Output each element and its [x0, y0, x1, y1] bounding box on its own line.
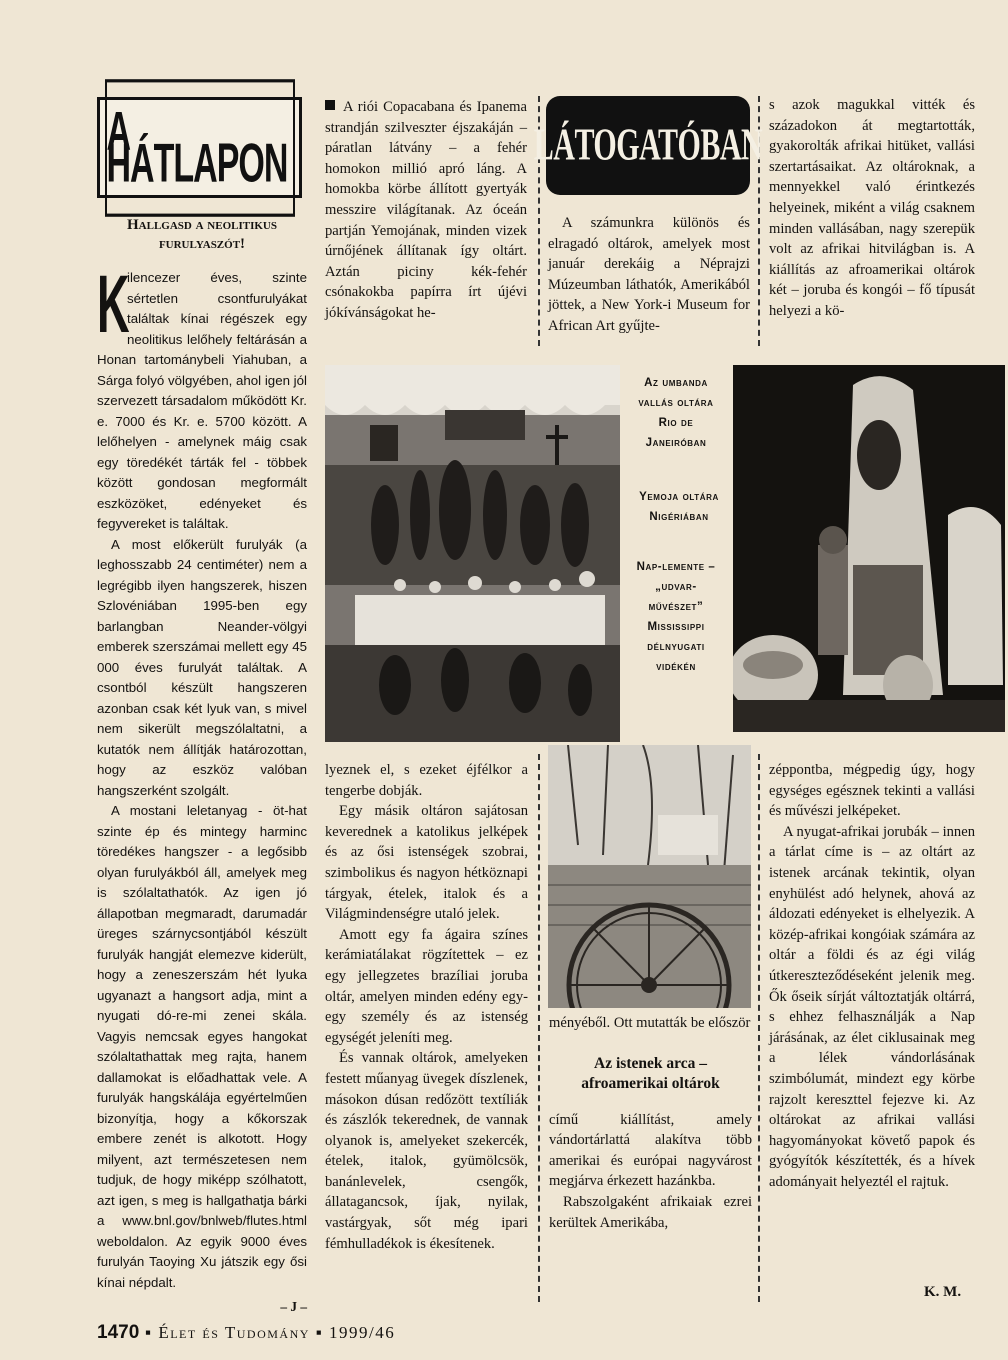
photo-umbanda-altar [325, 365, 622, 742]
sidebar-paragraph: K ilencezer éves, szinte sértetlen csontfurulyákat találtak kínai régészek egy neolitikus lelőhely feltárásán a Honan tartománybeli Yiahuban, a Sárga folyó völgyében, ahol igen jól szervezett társadalom működött Kr. e. 7000 és Kr. e. 5700 között. A lelőhelyen - amelynek máig csak egy töredékét tárták fel - többek között gondosan megformált eszközöket, edényeket és fegyvereket is találtak. [97, 259, 307, 531]
sidebar-signature: – J – [280, 1299, 307, 1314]
column-2-bottom [325, 760, 528, 1254]
paragraph: Egy másik oltáron sajátosan keverednek a katolikus jelképek és az ősi istenségek szobrai, szimbolikus és nagyon hétköznapi tárgyak, ételek, italok és a Világmindenségre utaló jelek. [325, 803, 528, 923]
journal-name: Élet és Tudomány [158, 1323, 310, 1342]
section-kicker [533, 96, 763, 195]
photo-mississippi-yard-art [548, 745, 751, 1008]
photo-yemoja-altar [733, 365, 1005, 732]
caption-yemoja: Yemoja oltára Nigériában [639, 491, 719, 523]
caption-mississippi: Nap-lemente – „udvar-művészet” Mississippi délnyugati vidékén [636, 561, 716, 673]
paragraph: És vannak oltárok, amelyeken festett műanyag üvegek díszlenek, másokon dúsan redőzött textíliák és zászlók tekerednek, de vannak olyanok is, amelyeket szekercék, ételek, italok, gyümölcsök, banánlevelek, csengők, állatagancsok, íjak, nyilak, vastárgyak, sőt még ipari fémhulladékok is ékesítenek. [325, 1050, 528, 1252]
column-3-top [548, 213, 750, 337]
paragraph: lyeznek el, s ezeket éjfélkor a tengerbe dobják. [325, 762, 528, 799]
column-4-top [769, 95, 975, 322]
page-footer [97, 1322, 395, 1344]
paragraph: ményéből. Ott mutatták be először [549, 1015, 751, 1031]
sidebar-paragraph: A most előkerült furulyák (a leghosszabb 24 centiméter) nem a legrégibb ilyen hangszerek, hiszen Szlovéniában 1995-ben egy barlangban Neander-völgyi emberek szerszámai mellett egy 45 000 éves furulyát találtak. A csontból készült hangszeren azonban csak két lyuk van, s mivel nem sikerült megszólaltatni, a kutatók nem állítják határozottan, hogy az eszköz valóban hangszerként szolgált. [97, 536, 307, 798]
drop-cap: K [97, 259, 130, 350]
caption-umbanda: Az umbanda vallás oltára Rio de Janeiróban [638, 377, 714, 449]
sidebar-paragraph: A mostani leletanyag - öt-hat szinte ép és mintegy harminc töredékes hangszer - a legősibb olyan furulyákból áll, amelyek meg is szólaltathatók. Az igen jó állapotban megmaradt, darumadár üreges szárnycsontjából készült furulyák hangját elemezve kiderült, hogy a zeneszerszám hét lyuka ugyanazt a hangsort adja, mint a nyugati dó-re-mi zenei skála. Vagyis nemcsak egyes hangokat szólaltathattak meg rajta, hanem dallamokat is előadhattak vele. A furulyák hangskálája egyértelműen bizonyítja, hogy a kőkorszak embere zenét is alkotott. Hogy milyent, azt természetesen nem tudjuk, de hogy miképp szólhatott, azt igen, s meg is hallgathatja bárki a www.bnl.gov/bnlweb/flutes.html weboldalon. Az egyik 9000 éves furulyán Taoying Xu játszik egy ősi kínai népdalt. [97, 803, 307, 1290]
page-number: 1470 [97, 1322, 140, 1343]
author-initials: K. M. [924, 1284, 962, 1300]
paragraph: Amott egy fa ágaira színes kerámiatálakat rögzítettek – ez egy jellegzetes brazíliai joruba oltár, amelyen minden edény egy-egy személy és az istenség egységét jeleníti meg. [325, 926, 528, 1046]
kicker-text: LÁTOGATÓBAN [533, 120, 763, 170]
issue-number: 1999/46 [328, 1323, 396, 1342]
column-3-bottom [549, 1013, 752, 1233]
square-bullet-icon [325, 100, 335, 110]
paragraph: A számunkra különös és elragadó oltárok, amelyek most január derekáig a Néprajzi Múzeumban láthatók, Amerikából jöttek, a New York-i Museum for African Art gyűjte- [548, 215, 750, 334]
paragraph: zéppontba, mégpedig úgy, hogy egységes egésznek tekinti a vallási és művészi jelképeket. [769, 762, 975, 820]
sidebar-article [97, 97, 307, 1318]
hatlapon-logo [97, 97, 302, 198]
paragraph: Rabszolgaként afrikaiak ezrei kerültek Amerikába, [549, 1193, 752, 1231]
logo-text: A HÁTLAPON [105, 79, 295, 217]
photo-captions [620, 365, 732, 745]
paragraph: s azok magukkal vitték és századokon át megtartották, gyakorolták afrikai hitüket, vallási szertartásaikat. Az oltároknak, a mennyekkel való érintkezés helyeinek, miként a világ csaknem minden vallásában, nagy szerepük volt az afrikai hitvilágban is. A kiállítás az afroamerikai oltárok két – joruba és kongói – fő típusát helyezi a kö- [769, 97, 975, 319]
column-divider [758, 754, 760, 1302]
paragraph: A nyugat-afrikai jorubák – innen a tárlat címe is – az oltárt az istenek arcának tekintik, olyan enyhülést adó helynek, ahová az áldozati edényeket is elhelyezik. A közép-afrikai kongóiak számára az oltár a földi és az égi világ útkereszteződéseként jelenik meg. Ők őseik sírját változtatják oltárrá, s ehhez felhasználják a Nap járásának, az élet ciklusainak meg a lélek vándorlásának szimbólumát, mindezt egy körbe rajzolt kereszttel fejezve ki. Az oltárokat az afrikai vallási hagyományokat követő papok és gyógyítók készítették, és a hívek adományait helyeztél el rajtuk. [769, 823, 975, 1190]
column-divider [538, 754, 540, 1302]
footer-separator: ▪ [145, 1323, 159, 1342]
column-4-bottom [769, 760, 975, 1192]
column-2-top [325, 97, 527, 324]
exhibition-title: Az istenek arca – afroamerikai oltárok [581, 1054, 720, 1092]
paragraph: című kiállítást, amely vándortárlattá alakítva több amerikai és európai nagyvárost megjárva érkezett hazánkba. [549, 1111, 752, 1190]
lead-paragraph: A riói Copacabana és Ipanema strandján szilveszter éjszakáján – páratlan látvány – a fehér homokon millió apró láng. A homokba körbe állított gyertyák messzire világítanak. Az óceán partján Yemojának, minden vizek úrnőjének állítanak így oltárt. Aztán piciny kék-fehér csónakokba papírra írt újévi jókívánságokat he- [325, 99, 527, 321]
footer-separator: ▪ [315, 1323, 329, 1342]
sidebar-headline: Hallgasd a neolitikus furulyaszót! [127, 217, 277, 252]
